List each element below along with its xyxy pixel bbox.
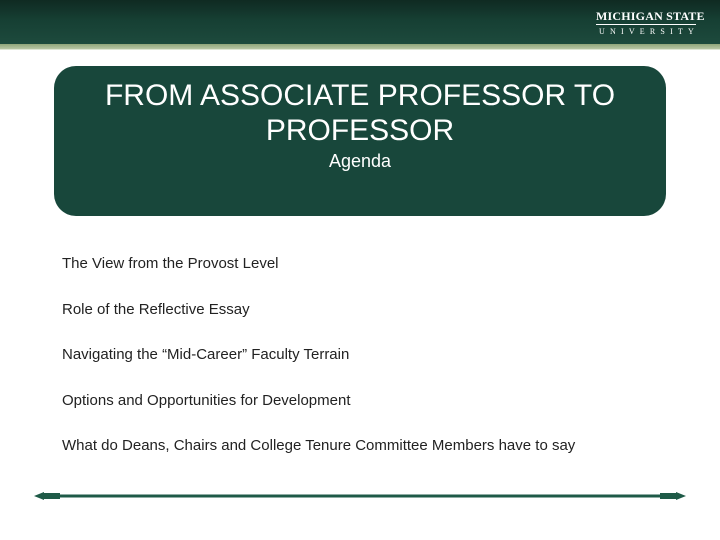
slide-title: FROM ASSOCIATE PROFESSOR TO PROFESSOR (104, 79, 616, 147)
header-accent-line (0, 49, 720, 50)
agenda-list (62, 254, 682, 482)
agenda-item: Navigating the “Mid-Career” Faculty Terrain (62, 346, 350, 363)
logo-subtext: UNIVERSITY (599, 27, 699, 36)
msu-logo (596, 9, 705, 37)
agenda-item: The View from the Provost Level (62, 255, 279, 272)
slide-subtitle: Agenda (328, 151, 392, 171)
bottom-divider (34, 489, 686, 503)
logo-wordmark: MICHIGAN STATE (596, 9, 705, 23)
divider-left-cap-icon (42, 493, 60, 499)
agenda-item: Options and Opportunities for Development (62, 391, 351, 409)
agenda-item: Role of the Reflective Essay (62, 300, 250, 318)
title-box (54, 66, 666, 216)
agenda-item: What do Deans, Chairs and College Tenure Committee Members have to say (62, 437, 576, 454)
divider-right-cap-icon (660, 493, 678, 499)
